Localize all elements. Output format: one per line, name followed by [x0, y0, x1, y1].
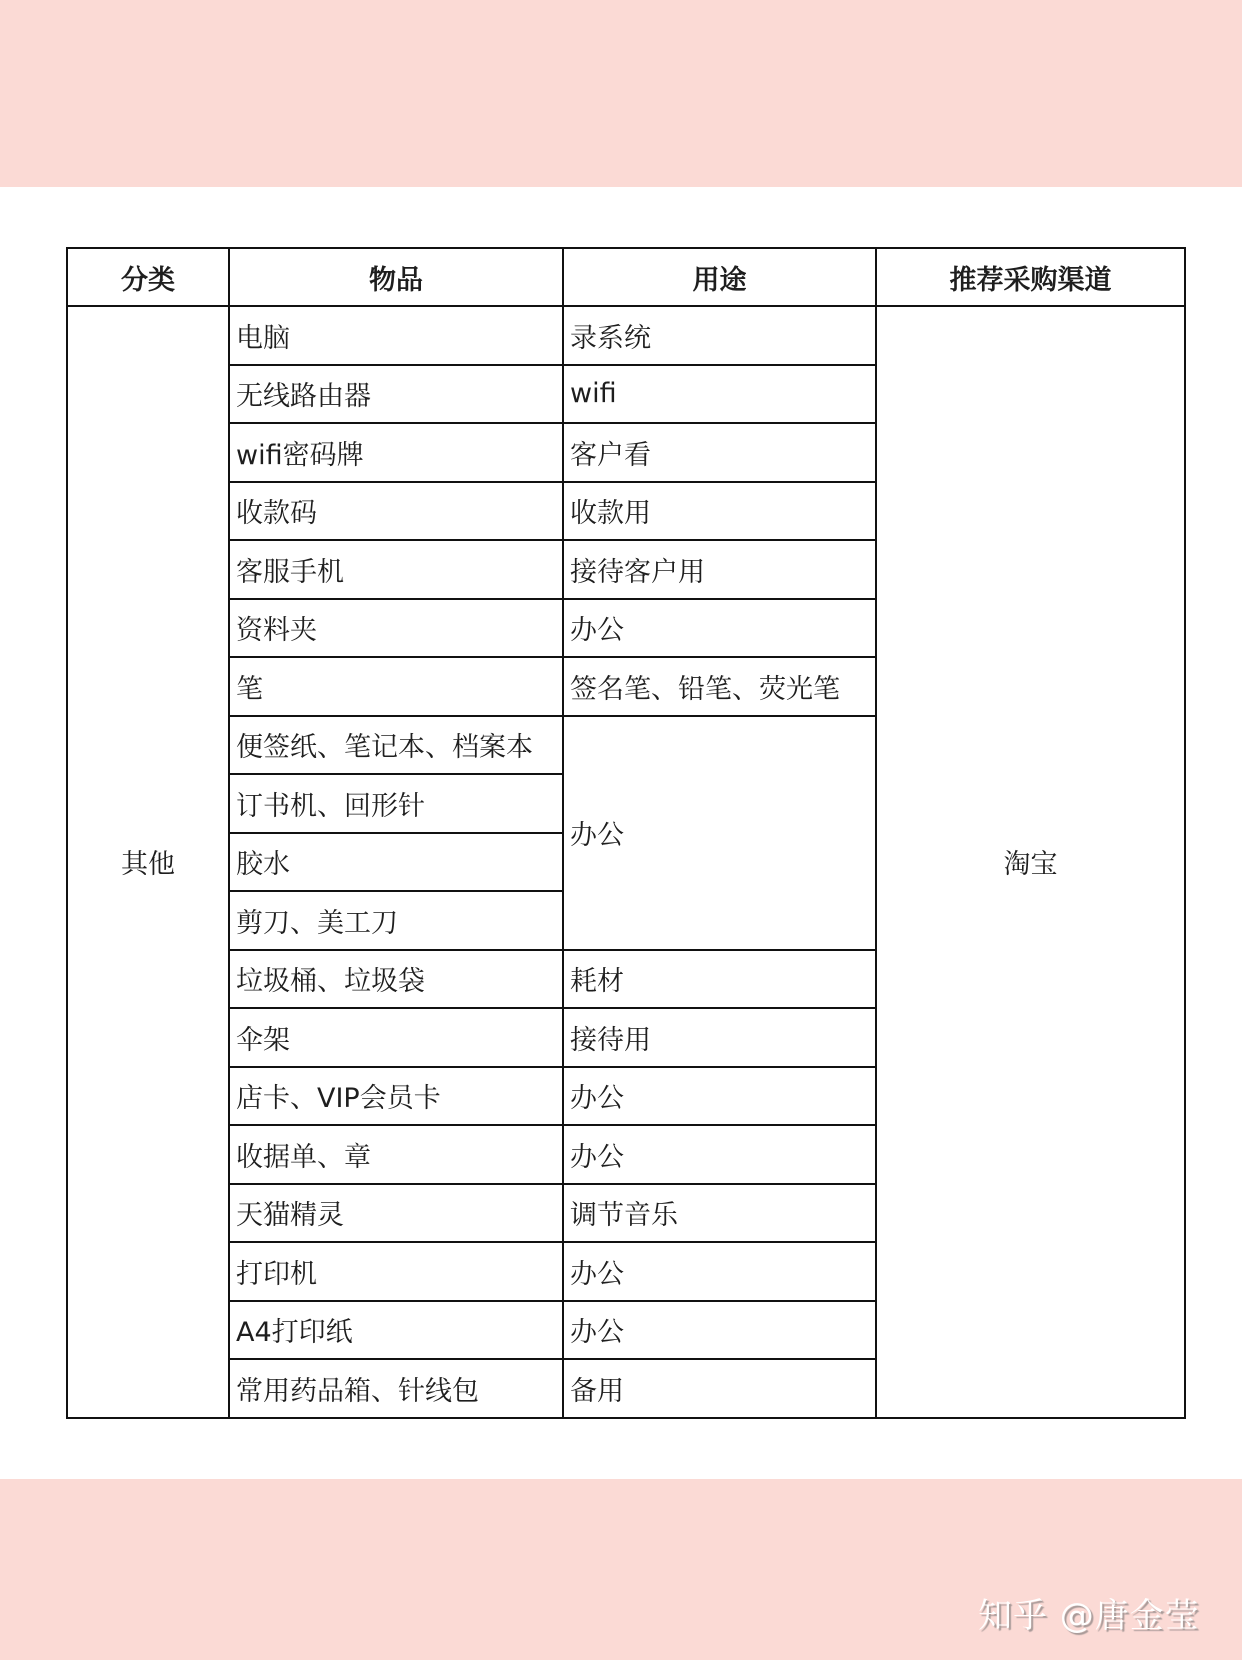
item-cell: A4打印纸 [229, 1301, 563, 1360]
use-cell: 接待客户用 [563, 540, 876, 599]
use-cell: 调节音乐 [563, 1184, 876, 1243]
item-cell: 常用药品箱、针线包 [229, 1359, 563, 1418]
item-cell: 资料夹 [229, 599, 563, 658]
use-cell: 接待用 [563, 1008, 876, 1067]
supplies-table [66, 247, 1186, 1419]
item-cell: 无线路由器 [229, 365, 563, 424]
use-cell: 录系统 [563, 306, 876, 365]
item-cell: wifi密码牌 [229, 423, 563, 482]
item-cell: 店卡、VIP会员卡 [229, 1067, 563, 1126]
item-cell: 天猫精灵 [229, 1184, 563, 1243]
header-category: 分类 [67, 248, 229, 306]
item-cell: 伞架 [229, 1008, 563, 1067]
use-cell: 耗材 [563, 950, 876, 1009]
use-cell: 办公 [563, 599, 876, 658]
use-cell: 办公 [563, 1067, 876, 1126]
table-row [67, 306, 1185, 365]
header-channel: 推荐采购渠道 [876, 248, 1185, 306]
item-cell: 收据单、章 [229, 1125, 563, 1184]
use-cell: 客户看 [563, 423, 876, 482]
use-cell: wifi [563, 365, 876, 424]
item-cell: 客服手机 [229, 540, 563, 599]
use-cell: 办公 [563, 1242, 876, 1301]
use-cell: 办公 [563, 1125, 876, 1184]
channel-cell: 淘宝 [876, 306, 1185, 1418]
header-item: 物品 [229, 248, 563, 306]
item-cell: 打印机 [229, 1242, 563, 1301]
top-pink-band [0, 0, 1242, 187]
use-cell: 备用 [563, 1359, 876, 1418]
watermark: 知乎 @唐金莹 [978, 1596, 1200, 1636]
header-use: 用途 [563, 248, 876, 306]
item-cell: 垃圾桶、垃圾袋 [229, 950, 563, 1009]
use-cell: 办公 [563, 716, 876, 950]
category-cell: 其他 [67, 306, 229, 1418]
item-cell: 便签纸、笔记本、档案本 [229, 716, 563, 775]
use-cell: 办公 [563, 1301, 876, 1360]
item-cell: 笔 [229, 657, 563, 716]
use-cell: 签名笔、铅笔、荧光笔 [563, 657, 876, 716]
item-cell: 电脑 [229, 306, 563, 365]
item-cell: 收款码 [229, 482, 563, 541]
item-cell: 剪刀、美工刀 [229, 891, 563, 950]
table-header-row [67, 248, 1185, 306]
item-cell: 订书机、回形针 [229, 774, 563, 833]
use-cell: 收款用 [563, 482, 876, 541]
item-cell: 胶水 [229, 833, 563, 892]
